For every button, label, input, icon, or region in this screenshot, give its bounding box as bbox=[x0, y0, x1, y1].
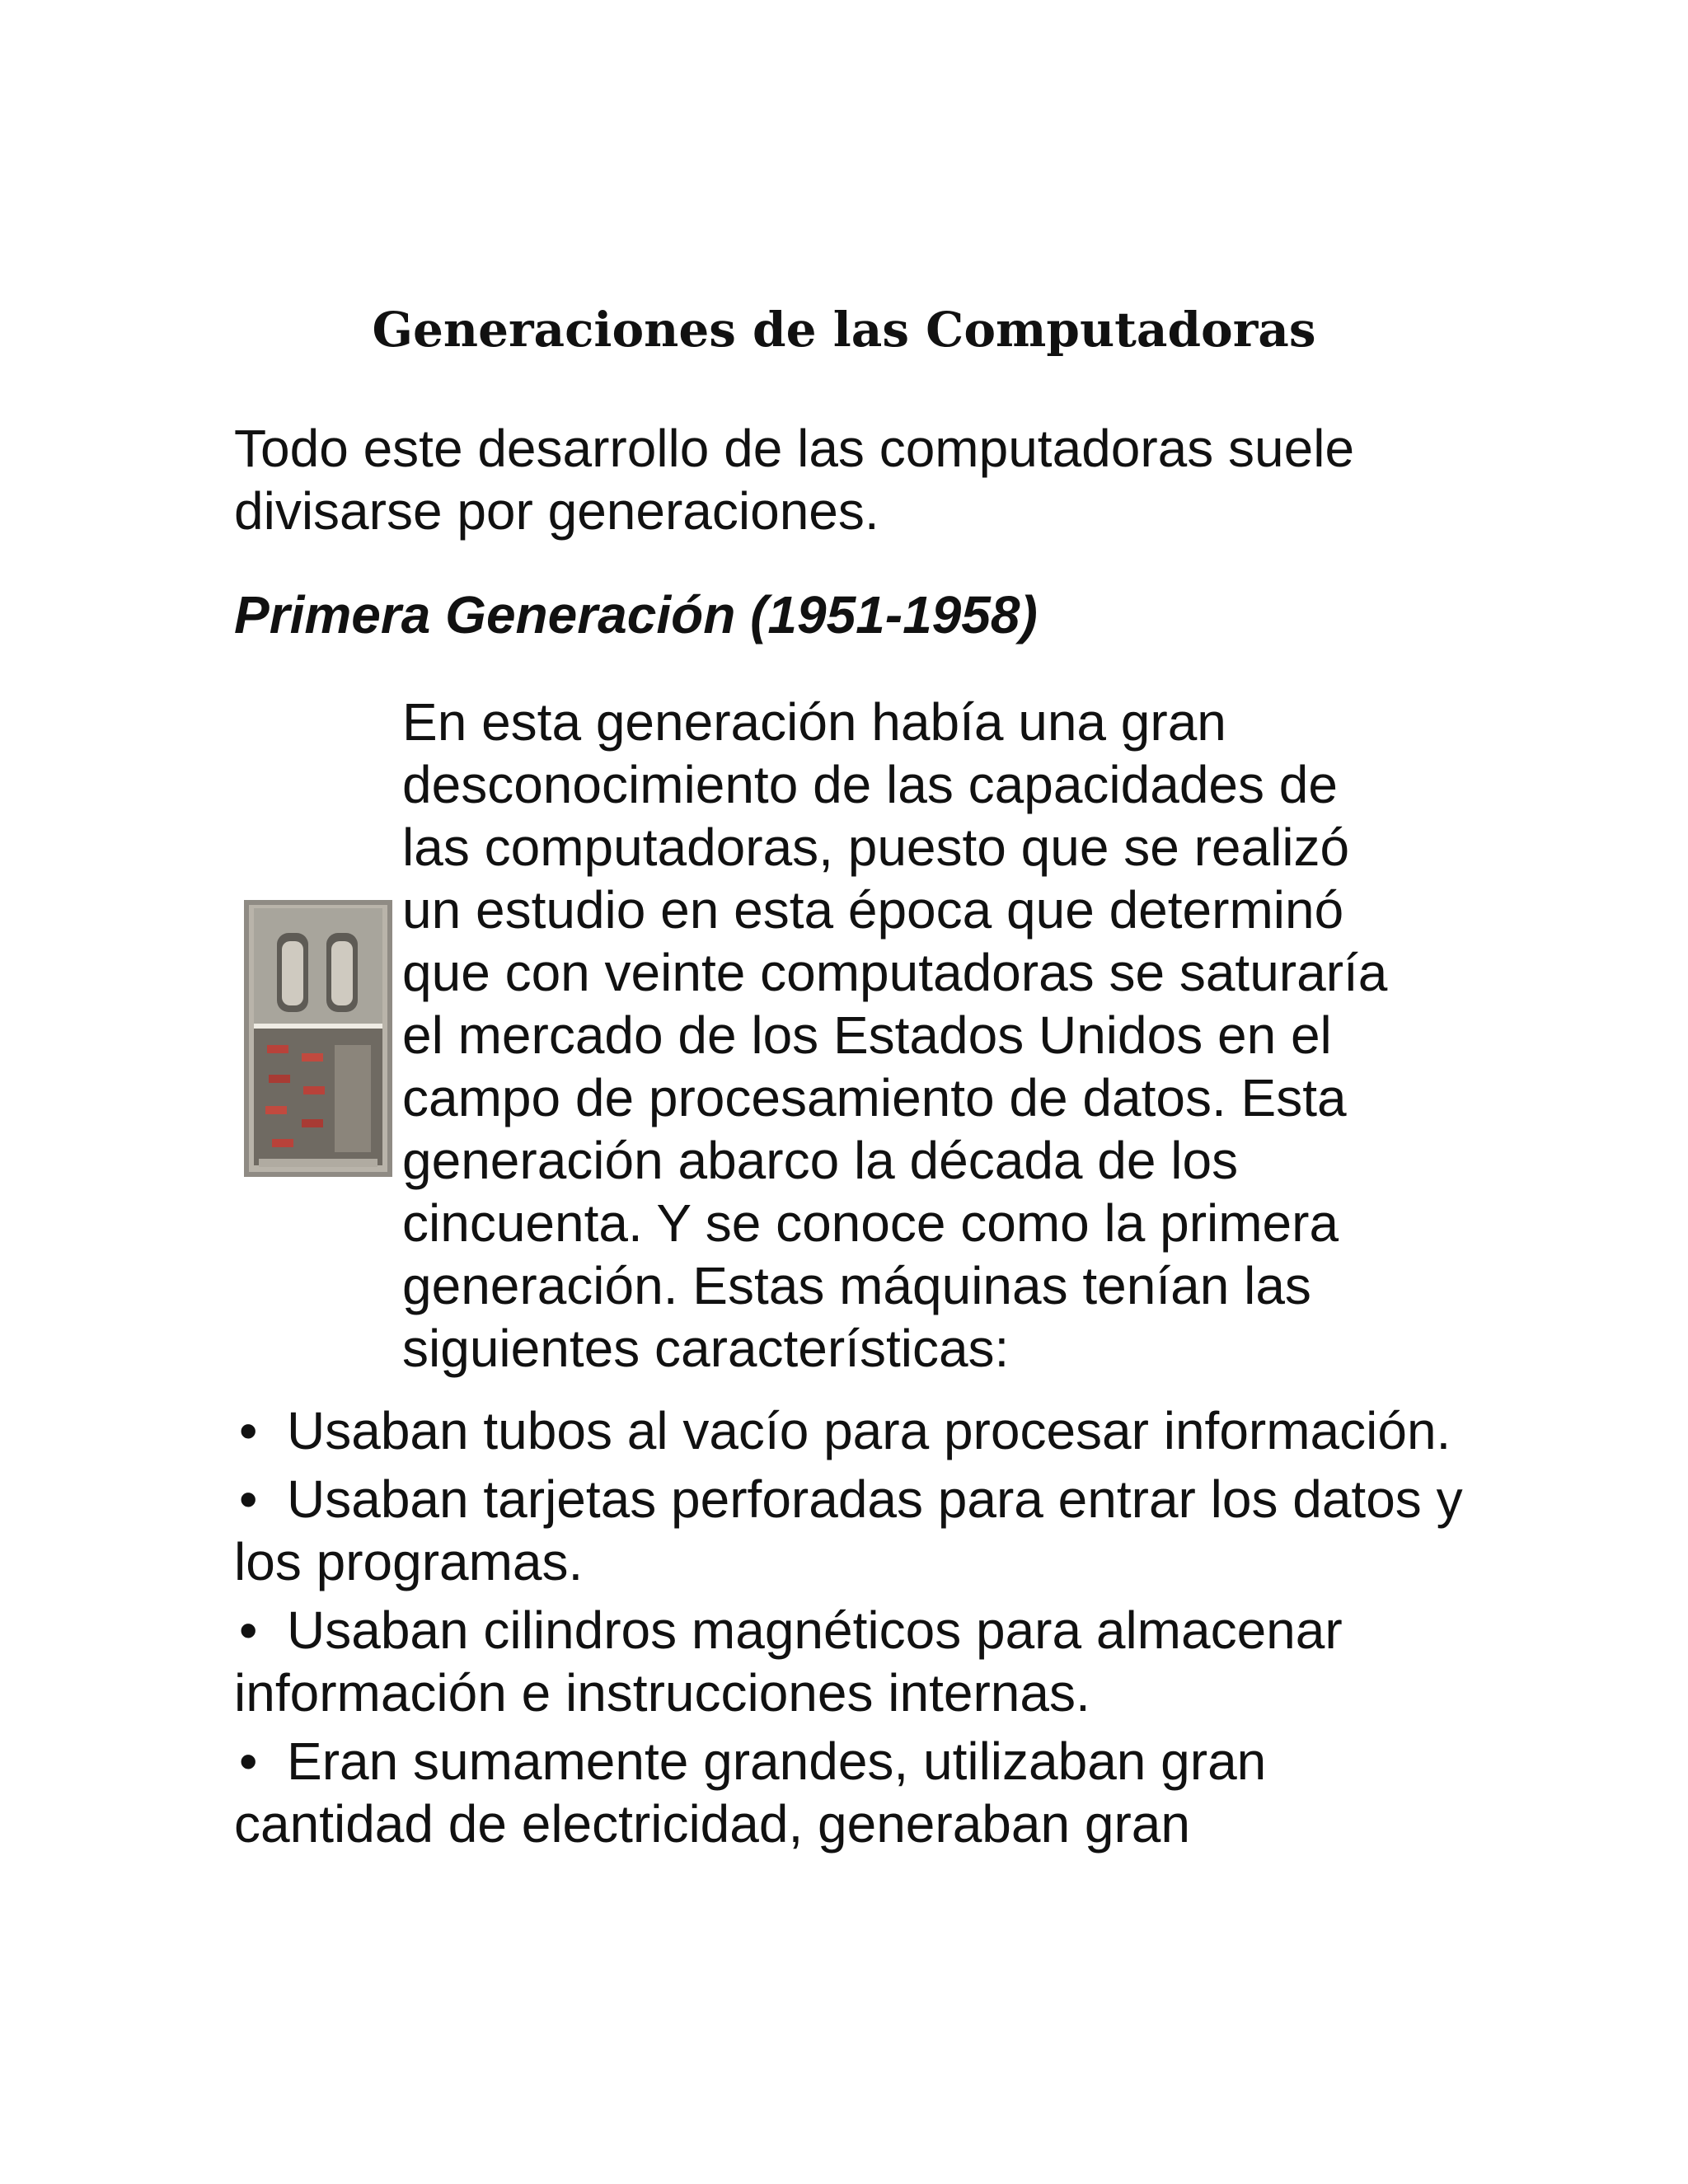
characteristics-list bbox=[234, 1399, 1470, 1861]
document-title: Generaciones de las Computadoras bbox=[372, 302, 1316, 358]
paragraph-line: generación abarco la década de los bbox=[402, 1131, 1239, 1190]
paragraph-line: siguientes características: bbox=[402, 1319, 1010, 1378]
paragraph-line: que con veinte computadoras se saturaría bbox=[402, 943, 1388, 1002]
bullet-icon: • bbox=[239, 1469, 258, 1529]
list-item-text: Eran sumamente grandes, utilizaban gran cantidad de electricidad, generaban gran bbox=[234, 1732, 1267, 1854]
list-item bbox=[234, 1468, 1470, 1593]
paragraph-line: desconocimiento de las capacidades de bbox=[402, 755, 1338, 814]
list-item-text: Usaban cilindros magnéticos para almacenar información e instrucciones internas. bbox=[234, 1601, 1343, 1722]
paragraph-line: las computadoras, puesto que se realizó bbox=[402, 818, 1350, 877]
paragraph-line: campo de procesamiento de datos. Esta bbox=[402, 1068, 1347, 1127]
list-item bbox=[234, 1399, 1470, 1462]
vacuum-tube-module-image bbox=[244, 900, 392, 1177]
list-item-text: Usaban tarjetas perforadas para entrar los datos y los programas. bbox=[234, 1469, 1463, 1591]
paragraph-line: un estudio en esta época que determinó bbox=[402, 880, 1344, 940]
list-item-text: Usaban tubos al vacío para procesar información. bbox=[287, 1401, 1451, 1460]
list-item bbox=[234, 1599, 1470, 1724]
bullet-icon: • bbox=[239, 1732, 258, 1791]
paragraph-line: cincuenta. Y se conoce como la primera bbox=[402, 1193, 1339, 1253]
paragraph-line: el mercado de los Estados Unidos en el bbox=[402, 1005, 1332, 1065]
bullet-icon: • bbox=[239, 1401, 258, 1460]
section-paragraph bbox=[402, 691, 1474, 1380]
bullet-icon: • bbox=[239, 1601, 258, 1660]
list-item bbox=[234, 1730, 1470, 1855]
section-heading: Primera Generación (1951-1958) bbox=[234, 585, 1038, 644]
intro-paragraph: Todo este desarrollo de las computadoras suele divisarse por generaciones. bbox=[234, 419, 1355, 541]
paragraph-line: En esta generación había una gran bbox=[402, 692, 1226, 752]
paragraph-line: generación. Estas máquinas tenían las bbox=[402, 1256, 1311, 1315]
